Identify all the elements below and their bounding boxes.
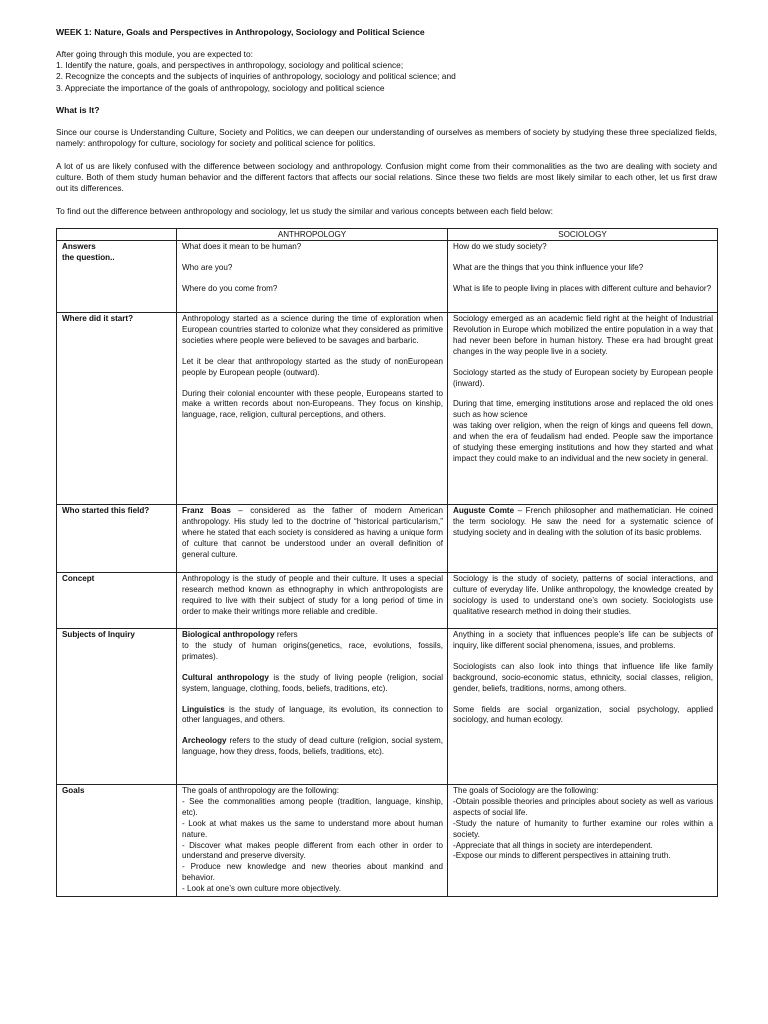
table-row [57, 313, 718, 505]
intro-paragraph: Since our course is Understanding Culture, Society and Politics, we can deepen our understanding of ourselves as members of society by studying these three specialized fields, namely: anthropology for culture, sociology for society and political science for politics. [56, 127, 717, 149]
objectives-intro: After going through this module, you are expected to: [56, 49, 253, 59]
anthro-start-cell: Anthropology started as a science during the time of exploration when European countries started to colonize what they considered as primitive societies where people were believed to be savages and barbaric. Let it be clear that anthropology started as the study of nonEuropean people by European people (outward). During their colonial encounter with these people, Europeans started to make a written records about non-Europeans. They focus on kinship, language, race, religion, cultural perceptions, and others. [177, 313, 448, 505]
table-row [57, 629, 718, 785]
table-row [57, 573, 718, 629]
row-label-answers: Answers the question.. [57, 241, 177, 313]
row-label-founder: Who started this field? [57, 505, 177, 573]
objective-item: 1. Identify the nature, goals, and perspectives in anthropology, sociology and political science; [56, 60, 404, 71]
anthro-concept-cell: Anthropology is the study of people and their culture. It uses a special research method known as ethnography in which anthropologists are required to live with their subject of study for a long period of time in order to make their writings more reliable and credible. [177, 573, 448, 629]
socio-subjects-cell: Anything in a society that influences people’s life can be subjects of inquiry, like different social phenomena, issues, and problems. Sociologists can also look into things that influence life like family background, socio-economic status, ethnicity, social classes, religion, gender, beliefs, traditions, norms, among others. Some fields are social organization, social psychology, applied sociology, and human ecology. [448, 629, 718, 785]
socio-answers-cell: How do we study society? What are the things that you think influence your life? What is life to people living in places with different culture and behavior? [448, 241, 718, 313]
header-anthropology: ANTHROPOLOGY [177, 229, 448, 241]
section-heading: What is It? [56, 105, 100, 115]
objectives-list [56, 49, 456, 94]
row-label-subjects: Subjects of Inquiry [57, 629, 177, 785]
page-title: WEEK 1: Nature, Goals and Perspectives in Anthropology, Sociology and Political Science [56, 27, 425, 37]
row-label-concept: Concept [57, 573, 177, 629]
socio-goals-cell: The goals of Sociology are the following: -Obtain possible theories and principles about society as well as various aspects of social life. -Study the nature of humanity to further examine our roles within a society. -Appreciate that all things in society are interdependent. -Expose our minds to different perspectives in attaining truth. [448, 785, 718, 897]
table-row [57, 241, 718, 313]
anthro-answers-cell: What does it mean to be human? Who are you? Where do you come from? [177, 241, 448, 313]
row-label-start: Where did it start? [57, 313, 177, 505]
table-row [57, 505, 718, 573]
comparison-table [56, 228, 718, 897]
header-empty [57, 229, 177, 241]
socio-founder-cell: Auguste Comte – French philosopher and mathematician. He coined the term sociology. He saw the need for a systematic science of studying society and in dealing with the solution of its basic problems. [448, 505, 718, 573]
objective-item: 2. Recognize the concepts and the subjects of inquiries of anthropology, sociology and political science; and [56, 71, 456, 82]
table-header-row [57, 229, 718, 241]
confusion-paragraph: A lot of us are likely confused with the difference between sociology and anthropology. Confusion might come from their commonalities as the two are dealing with society and culture. Both of them study human behavior and the different factors that affects our social relations. Since these two fields are most likely similar to each other, let us first draw out its differences. [56, 161, 717, 194]
anthro-goals-cell: The goals of anthropology are the following: - See the commonalities among people (tradition, language, kinship, etc). - Look at what makes us the same to understand more about human nature. - Discover what makes people different from each other in order to understand and preserve diversity. - Produce new knowledge and new theories about mankind and behavior. - Look at one’s own culture more objectively. [177, 785, 448, 897]
objective-item: 3. Appreciate the importance of the goals of anthropology, sociology and political science [56, 82, 385, 93]
anthro-subjects-cell: Biological anthropology refers to the study of human origins(genetics, race, evolutions, fossils, primates). Cultural anthropology is the study of living people (religion, social system, language, clothing, foods, beliefs, traditions, etc). Linguistics is the study of language, its evolution, its connection to other languages, and others. Archeology refers to the study of dead culture (religion, social system, language, how they dress, foods, beliefs, traditions, etc). [177, 629, 448, 785]
founder-name: Franz Boas [182, 506, 231, 515]
socio-concept-cell: Sociology is the study of society, patterns of social interactions, and culture of everyday life. Unlike anthropology, the knowledge created by sociology is used to understand one’s own society. Sociologists use qualitative research method in doing their studies. [448, 573, 718, 629]
socio-start-cell: Sociology emerged as an academic field right at the height of Industrial Revolution in Europe which mobilized the entire population in a way that had never been before in human history. These era had brought great changes in the way people live in a society. Sociology started as the study of European society by European people (inward). During that time, emerging institutions arose and replaced the old ones such as how science was taking over religion, when the reign of kings and queens fell down, and when the era of feudalism had ended. People saw the importance of studying these emerging institutions and how they started and what impact they could make to an individual and the new society in general. [448, 313, 718, 505]
table-row [57, 785, 718, 897]
row-label-goals: Goals [57, 785, 177, 897]
anthro-founder-cell: Franz Boas – considered as the father of modern American anthropology. His study led to the doctrine of “historical particularism,” where he stated that each society is considered as having a unique form of culture that cannot be understood under an overall definition of general culture. [177, 505, 448, 573]
table-lead-paragraph: To find out the difference between anthropology and sociology, let us study the similar and various concepts between each field below: [56, 206, 553, 216]
header-sociology: SOCIOLOGY [448, 229, 718, 241]
founder-name: Auguste Comte [453, 506, 515, 515]
